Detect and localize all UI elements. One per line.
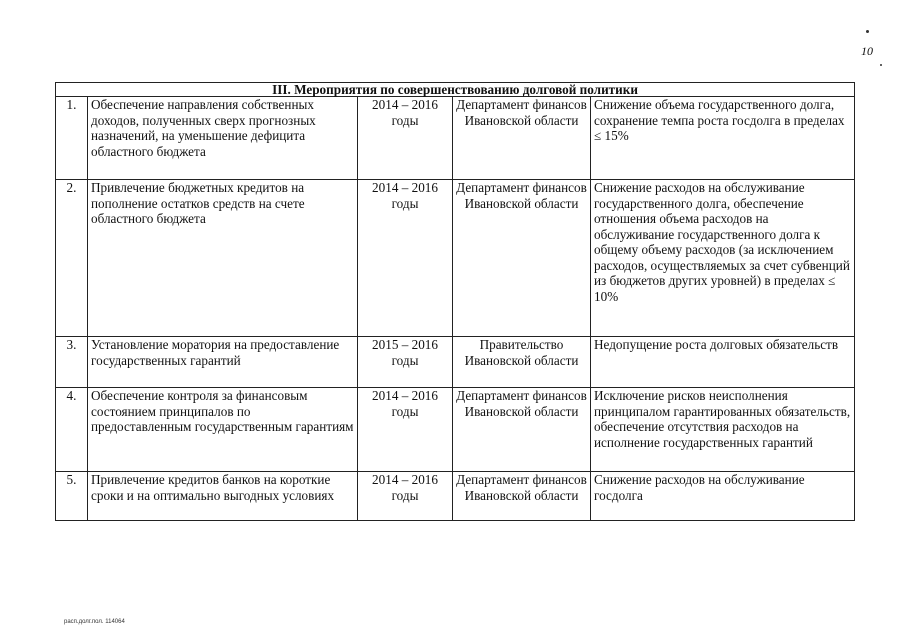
table-row: [56, 97, 855, 180]
row-number: 3.: [56, 337, 88, 388]
result-cell: Недопущение роста долговых обязательств: [591, 337, 855, 388]
executor-cell: Департамент финансов Ивановской области: [453, 388, 591, 472]
row-number: 4.: [56, 388, 88, 472]
period-cell: 2014 – 2016 годы: [358, 472, 453, 521]
action-cell: Привлечение бюджетных кредитов на пополнение остатков средств на счете областного бюджета: [88, 180, 358, 337]
result-cell: Снижение расходов на обслуживание государственного долга, обеспечение отношения объема расходов на обслуживание государственного долга к общему объему расходов (за исключением расходов, осуществляемых за счет субвенций из бюджетов других уровней) в пределах ≤ 10%: [591, 180, 855, 337]
table-row: [56, 472, 855, 521]
measures-table: [55, 82, 855, 521]
period-cell: 2015 – 2016 годы: [358, 337, 453, 388]
table-row: [56, 388, 855, 472]
executor-cell: Департамент финансов Ивановской области: [453, 472, 591, 521]
period-cell: 2014 – 2016 годы: [358, 97, 453, 180]
action-cell: Установление моратория на предоставление государственных гарантий: [88, 337, 358, 388]
executor-cell: Департамент финансов Ивановской области: [453, 180, 591, 337]
action-cell: Привлечение кредитов банков на короткие сроки и на оптимально выгодных условиях: [88, 472, 358, 521]
executor-cell: Правительство Ивановской области: [453, 337, 591, 388]
executor-cell: Департамент финансов Ивановской области: [453, 97, 591, 180]
row-number: 2.: [56, 180, 88, 337]
row-number: 5.: [56, 472, 88, 521]
footer-document-code: расп.долг.пол. 114064: [64, 619, 125, 625]
table-row: [56, 337, 855, 388]
table-row: [56, 180, 855, 337]
period-cell: 2014 – 2016 годы: [358, 180, 453, 337]
result-cell: Исключение рисков неисполнения принципалом гарантированных обязательств, обеспечение отсутствия расходов на исполнение государственных гарантий: [591, 388, 855, 472]
result-cell: Снижение расходов на обслуживание госдолга: [591, 472, 855, 521]
page-number: 10: [861, 44, 873, 58]
action-cell: Обеспечение контроля за финансовым состоянием принципалов по предоставленным государственным гарантиям: [88, 388, 358, 472]
action-cell: Обеспечение направления собственных доходов, полученных сверх прогнозных назначений, на уменьшение дефицита областного бюджета: [88, 97, 358, 180]
result-cell: Снижение объема государственного долга, сохранение темпа роста госдолга в пределах ≤ 15%: [591, 97, 855, 180]
table-header-row: [56, 83, 855, 97]
row-number: 1.: [56, 97, 88, 180]
section-title: III. Мероприятия по совершенствованию долговой политики: [56, 83, 855, 97]
scan-mark-dot: [866, 30, 869, 33]
scan-mark-dot: [880, 64, 882, 66]
period-cell: 2014 – 2016 годы: [358, 388, 453, 472]
